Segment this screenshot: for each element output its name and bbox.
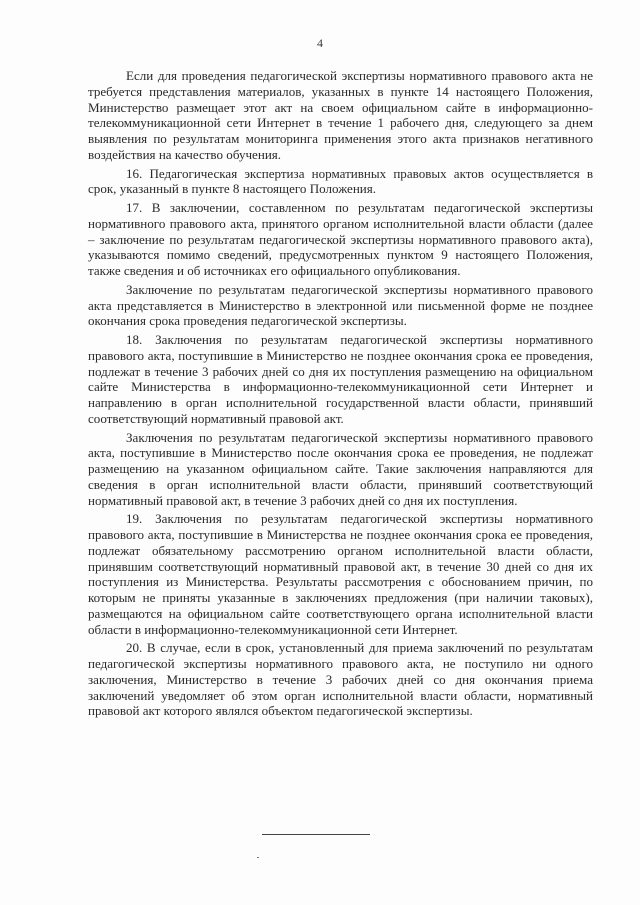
document-body	[88, 68, 593, 722]
page-number: 4	[317, 36, 323, 50]
paragraph-18-addendum: Заключения по результатам педагогической экспертизы нормативного правового акта, поступившие в Министерство после окончания срока ее проведения, не подлежат размещению на указанном официальном сайте. Такие заключения направляются для сведения в орган исполнительной власти области, принявший соответствующий нормативный правовой акт, в течение 3 рабочих дней со дня их поступления.	[88, 429, 593, 508]
paragraph-16: 16. Педагогическая экспертиза нормативных правовых актов осуществляется в срок, указанный в пункте 8 настоящего Положения.	[88, 165, 593, 197]
paragraph-17-addendum: Заключение по результатам педагогической экспертизы нормативного правового акта представляется в Министерство в электронной или письменной форме не позднее окончания срока проведения педагогической экспертизы.	[88, 281, 593, 329]
paragraph-18: 18. Заключения по результатам педагогической экспертизы нормативного правового акта, поступившие в Министерство не позднее окончания срока ее проведения, подлежат в течение 3 рабочих дней со дня их поступления размещению на официальном сайте Министерства в информационно-телекоммуникационной сети Интернет и направлению в орган исполнительной государственной власти области, принявший соответствующий нормативный правовой акт.	[88, 332, 593, 426]
scan-artifact-dot	[257, 857, 259, 858]
paragraph-continuation: Если для проведения педагогической экспертизы нормативного правового акта не требуется представления материалов, указанных в пункте 14 настоящего Положения, Министерство размещает этот акт на своем официальном сайте в информационно-телекоммуникационной сети Интернет в течение 1 рабочего дня, следующего за днем выявления по результатам мониторинга применения этого акта признаков негативного воздействия на качество обучения.	[88, 68, 593, 162]
paragraph-20: 20. В случае, если в срок, установленный для приема заключений по результатам педагогической экспертизы нормативного правового акта, не поступило ни одного заключения, Министерство в течение 3 рабочих дней со дня окончания приема заключений уведомляет об этом орган исполнительной власти области, нормативный правовой акт которого являлся объектом педагогической экспертизы.	[88, 640, 593, 719]
closing-separator-line	[262, 834, 370, 835]
paragraph-19: 19. Заключения по результатам педагогической экспертизы нормативного правового акта, поступившие в Министерства не позднее окончания срока ее проведения, подлежат обязательному рассмотрению органом исполнительной власти области, принявшим соответствующий нормативный правовой акт, в течение 30 дней со дня их поступления из Министерства. Результаты рассмотрения с обоснованием причин, по которым не приняты указанные в заключениях предложения (при наличии таковых), размещаются на официальном сайте соответствующего органа исполнительной власти области в информационно-телекоммуникационной сети Интернет.	[88, 511, 593, 637]
paragraph-17: 17. В заключении, составленном по результатам педагогической экспертизы нормативного правового акта, принятого органом исполнительной власти области (далее – заключение по результатам педагогической экспертизы нормативного правового акта), указываются помимо сведений, предусмотренных пунктом 9 настоящего Положения, также сведения и об источниках его официального опубликования.	[88, 200, 593, 278]
